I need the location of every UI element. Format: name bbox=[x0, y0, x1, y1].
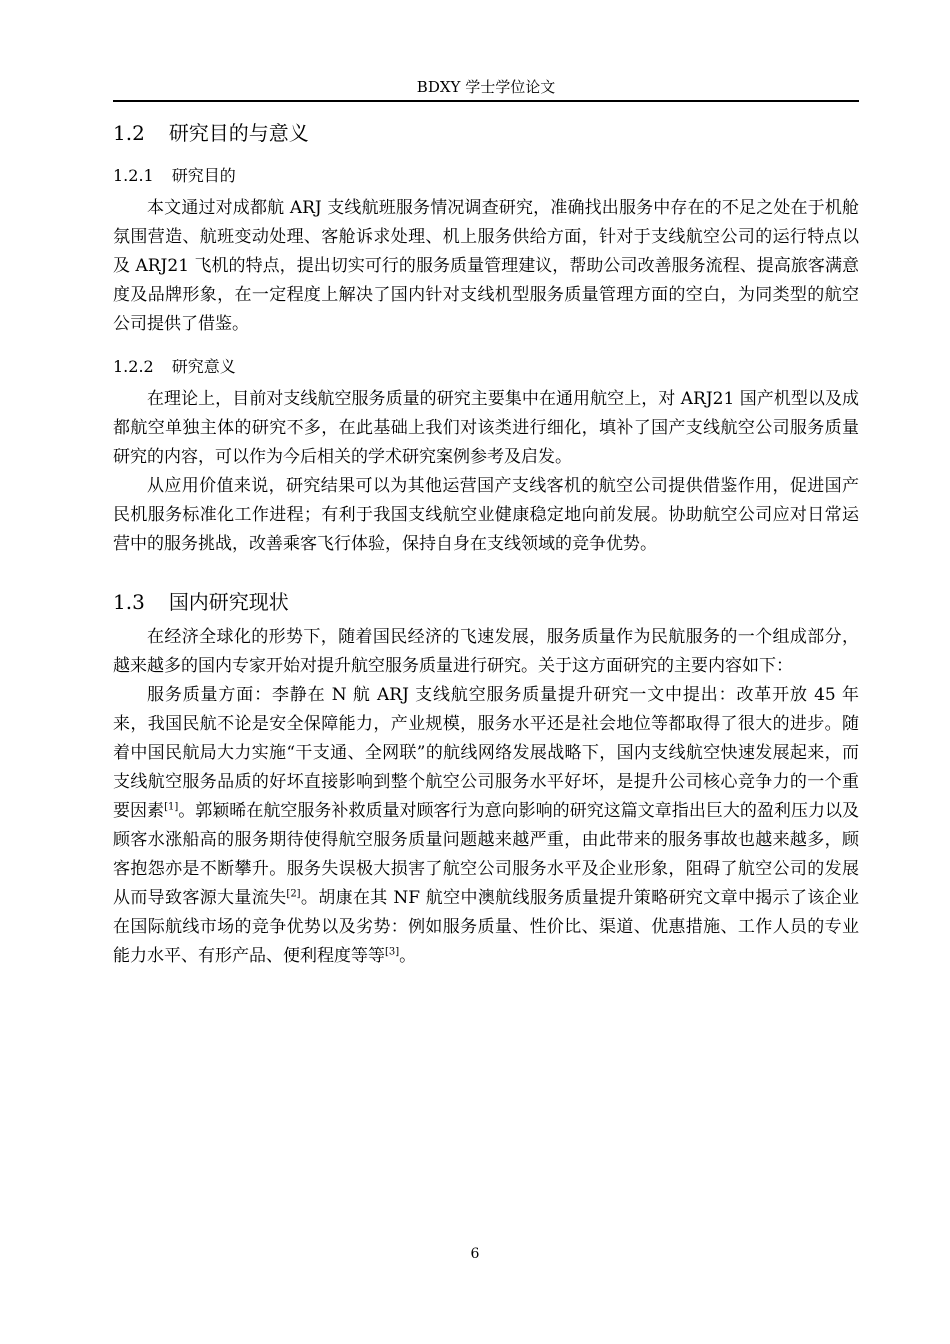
citation-1[interactable]: [1] bbox=[164, 801, 179, 813]
paragraph-text: 。胡康在其 NF 航空中澳航线服务质量提升策略研究文章中揭示了该企业在国际航线市场的竞争优势以及劣势：例如服务质量、性价比、渠道、优惠措施、工作人员的专业能力水平、有形产品、便利程度等等 bbox=[113, 888, 859, 966]
citation-2[interactable]: [2] bbox=[286, 888, 301, 900]
paragraph: 在经济全球化的形势下，随着国民经济的飞速发展，服务质量作为民航服务的一个组成部分，越来越多的国内专家开始对提升航空服务质量进行研究。关于这方面研究的主要内容如下： bbox=[113, 627, 859, 676]
section-heading-1-3 bbox=[113, 583, 859, 621]
citation-3[interactable]: [3] bbox=[385, 946, 400, 958]
paragraph: 从应用价值来说，研究结果可以为其他运营国产支线客机的航空公司提供借鉴作用，促进国产民机服务标准化工作进程；有利于我国支线航空业健康稳定地向前发展。协助航空公司应对日常运营中的服务挑战，改善乘客飞行体验，保持自身在支线领域的竞争优势。 bbox=[113, 476, 859, 554]
paragraph-text: 。郭颖晞在航空服务补救质量对顾客行为意向影响的研究这篇文章指出巨大的盈利压力以及顾客水涨船高的服务期待使得航空服务质量问题越来越严重，由此带来的服务事故也越来越多，顾客抱怨亦是不断攀升。服务失误极大损害了航空公司服务水平及企业形象，阻碍了航空公司的发展从而导致客源大量流失 bbox=[113, 801, 860, 908]
header-rule bbox=[113, 100, 859, 102]
subsection-title: 研究意义 bbox=[171, 357, 236, 376]
section-title: 国内研究现状 bbox=[168, 590, 289, 614]
subsection-heading-1-2-2 bbox=[113, 353, 859, 381]
page-body bbox=[113, 112, 859, 971]
subsection-title: 研究目的 bbox=[171, 166, 236, 185]
paragraph-text: 服务质量方面：李静在 N 航 ARJ 支线航空服务质量提升研究一文中提出：改革开放 45 年来，我国民航不论是安全保障能力，产业规模，服务水平还是社会地位等都取得了很大的进步。随着中国民航局大力实施“干支通、全网联”的航线网络发展战略下，国内支线航空快速发展起来，而支线航空服务品质的好坏直接影响到整个航空公司服务水平好坏，是提升公司核心竞争力的一个重要因素 bbox=[113, 685, 859, 821]
paragraph: 本文通过对成都航 ARJ 支线航班服务情况调查研究，准确找出服务中存在的不足之处在于机舱氛围营造、航班变动处理、客舱诉求处理、机上服务供给方面，针对于支线航空公司的运行特点以及 ARJ21 飞机的特点，提出切实可行的服务质量管理建议，帮助公司改善服务流程、提高旅客满意度及品牌形象，在一定程度上解决了国内针对支线机型服务质量管理方面的空白，为同类型的航空公司提供了借鉴。 bbox=[113, 198, 859, 334]
paragraph: 在理论上，目前对支线航空服务质量的研究主要集中在通用航空上，对 ARJ21 国产机型以及成都航空单独主体的研究不多，在此基础上我们对该类进行细化，填补了国产支线航空公司服务质量研究的内容，可以作为今后相关的学术研究案例参考及启发。 bbox=[113, 389, 859, 467]
subsection-heading-1-2-1 bbox=[113, 162, 859, 190]
running-header: BDXY 学士学位论文 bbox=[416, 78, 556, 96]
section-number: 1.2 bbox=[113, 121, 145, 145]
paragraph-text: 。 bbox=[399, 946, 417, 966]
section-title: 研究目的与意义 bbox=[168, 121, 309, 145]
section-heading-1-2 bbox=[113, 114, 859, 152]
subsection-number: 1.2.1 bbox=[113, 166, 154, 185]
page-number: 6 bbox=[470, 1246, 480, 1262]
section-number: 1.3 bbox=[113, 590, 145, 614]
paragraph bbox=[113, 681, 859, 971]
subsection-number: 1.2.2 bbox=[113, 357, 154, 376]
